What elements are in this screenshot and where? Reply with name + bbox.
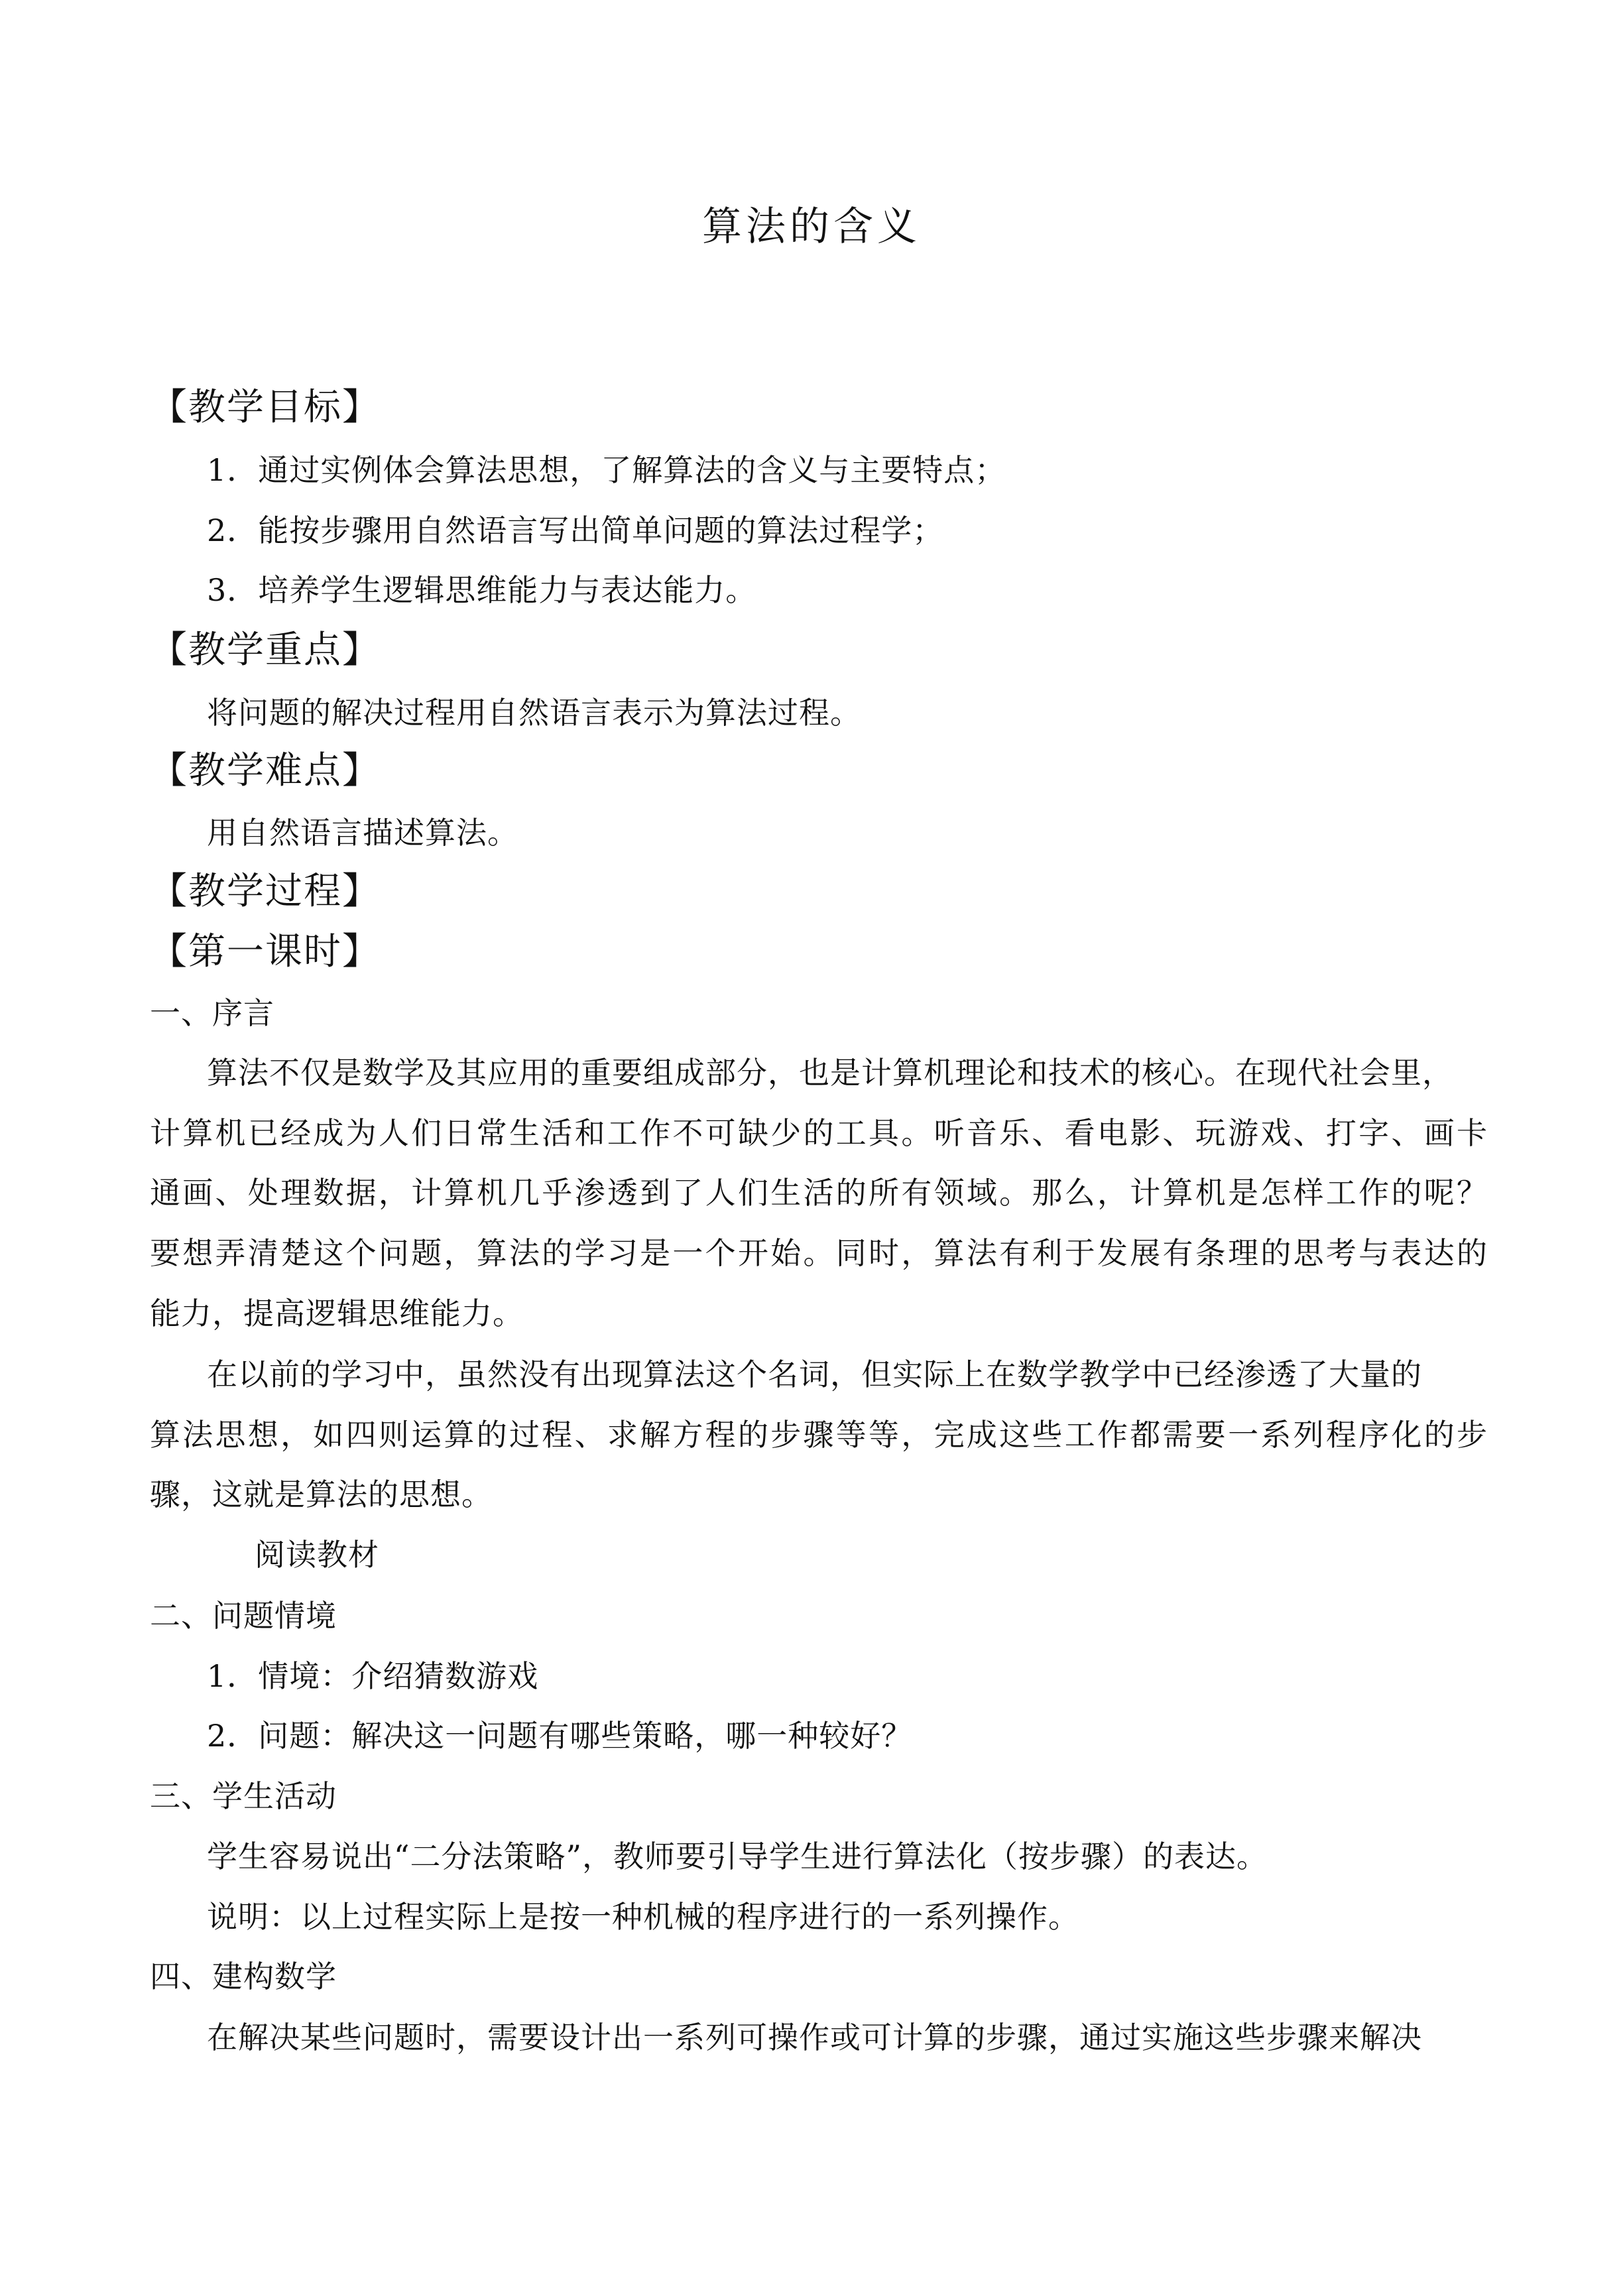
key-points-header: 【教学重点】: [150, 629, 381, 672]
objective-item-3: 3．培养学生逻辑思维能力与表达能力。: [207, 572, 757, 608]
part1-para1-line2: 计算机已经成为人们日常生活和工作不可缺少的工具。听音乐、看电影、玩游戏、打字、画卡: [150, 1115, 1488, 1151]
part4-text: 在解决某些问题时，需要设计出一系列可操作或可计算的步骤，通过实施这些步骤来解决: [207, 2020, 1422, 2055]
difficulty-header: 【教学难点】: [150, 749, 381, 792]
objectives-header: 【教学目标】: [150, 386, 381, 429]
objective-item-1: 1．通过实例体会算法思想，了解算法的含义与主要特点；: [207, 452, 1006, 488]
objective-item-2: 2．能按步骤用自然语言写出简单问题的算法过程学；: [207, 513, 944, 548]
part1-para1-line5: 能力，提高逻辑思维能力。: [150, 1296, 524, 1331]
part3-item-1: 学生容易说出“二分法策略”，教师要引导学生进行算法化（按步骤）的表达。: [207, 1839, 1268, 1874]
part2-item-2: 2．问题：解决这一问题有哪些策略，哪一种较好？: [207, 1718, 913, 1754]
part3-item-2: 说明：以上过程实际上是按一种机械的程序进行的一系列操作。: [207, 1899, 1079, 1935]
page-title: 算法的含义: [702, 204, 921, 250]
part1-heading: 一、序言: [150, 995, 274, 1031]
process-header: 【教学过程】: [150, 870, 381, 913]
part1-para1-line1: 算法不仅是数学及其应用的重要组成部分，也是计算机理论和技术的核心。在现代社会里，: [207, 1055, 1453, 1091]
part4-heading: 四、建构数学: [150, 1959, 337, 1994]
part3-heading: 三、学生活动: [150, 1778, 337, 1814]
part1-reading: 阅读教材: [255, 1537, 379, 1573]
part2-heading: 二、问题情境: [150, 1598, 337, 1634]
part2-item-1: 1．情境：介绍猜数游戏: [207, 1658, 539, 1694]
key-points-text: 将问题的解决过程用自然语言表示为算法过程。: [207, 695, 861, 731]
part1-para2-line3: 骤，这就是算法的思想。: [150, 1477, 493, 1512]
difficulty-text: 用自然语言描述算法。: [207, 815, 518, 851]
part1-para2-line1: 在以前的学习中，虽然没有出现算法这个名词，但实际上在数学教学中已经渗透了大量的: [207, 1357, 1422, 1392]
part1-para2-line2: 算法思想，如四则运算的过程、求解方程的步骤等等，完成这些工作都需要一系列程序化的步: [150, 1417, 1488, 1453]
part1-para1-line3: 通画、处理数据，计算机几乎渗透到了人们生活的所有领域。那么，计算机是怎样工作的呢？: [150, 1175, 1488, 1211]
lesson1-header: 【第一课时】: [150, 930, 381, 973]
part1-para1-line4: 要想弄清楚这个问题，算法的学习是一个开始。同时，算法有利于发展有条理的思考与表达的: [150, 1235, 1488, 1271]
